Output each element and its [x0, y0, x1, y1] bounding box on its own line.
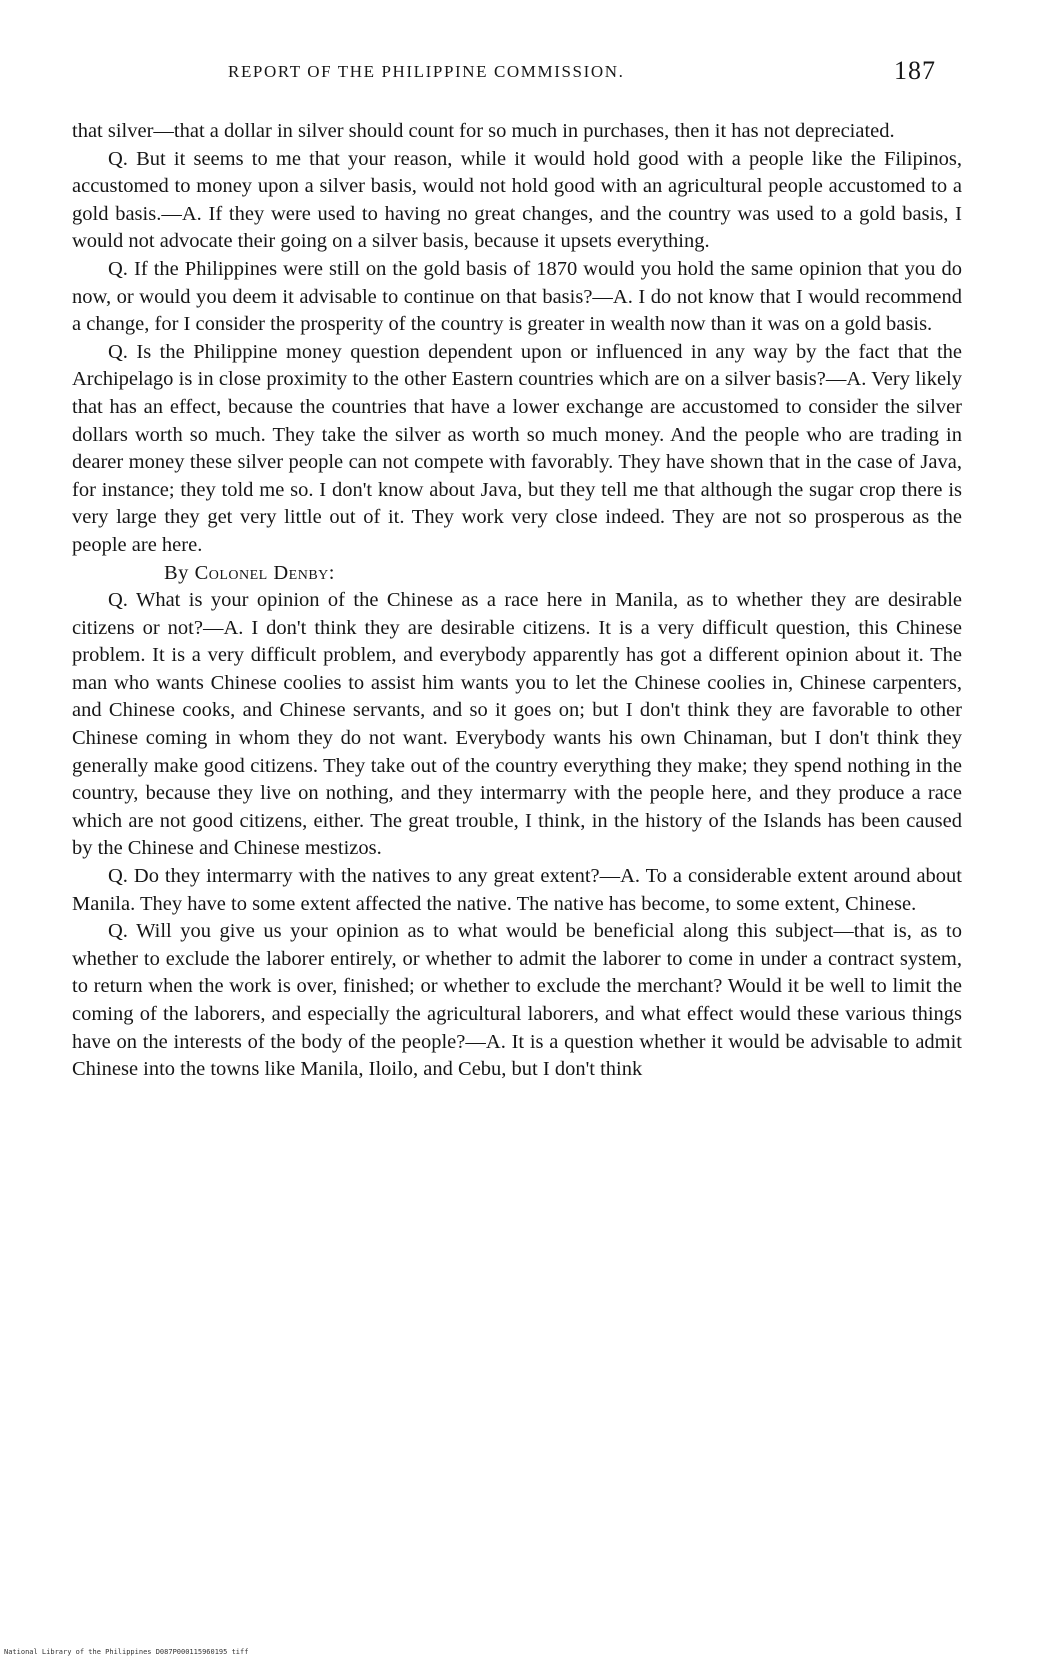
speaker-name: Colonel Denby: [194, 561, 335, 584]
paragraph-question-money: Q. Is the Philippine money question dependent upon or influenced in any way by the fact that the Archipelago is in close proximity to the other Eastern countries which are on a silver basis?—A. Very likely that has an effect, because the countries that have a lower exchange are accustomed to consider the silver dollars worth so much. They take the silver as worth so much money. And the people who are trading in dearer money these silver people can not compete with favorably. They have shown that in the case of Java, for instance; they told me so. I don't know about Java, but they tell me that although the sugar crop there is very large they get very little out of it. They work very close indeed. They are not so prosperous as the people are here. [72, 340, 962, 556]
speaker-prefix: By [164, 561, 195, 584]
paragraph-question-silver-basis: Q. But it seems to me that your reason, while it would hold good with a people like the Filipinos, accustomed to money upon a silver basis, would not hold good with an agricultural people accustomed to a gold basis.—A. If they were used to having no great changes, and the country was used to a gold basis, I would not advocate their going on a silver basis, because it upsets everything. [72, 147, 962, 253]
paragraph-question-gold-basis: Q. If the Philippines were still on the gold basis of 1870 would you hold the same opinion that you do now, or would you deem it advisable to continue on that basis?—A. I do not know that I would recommend a change, for I consider the prosperity of the country is greater in wealth now than it was on a gold basis. [72, 257, 962, 336]
speaker-heading [72, 560, 962, 588]
paragraph-continuation: that silver—that a dollar in silver should count for so much in purchases, then it has not depreciated. [72, 120, 895, 142]
paragraph-question-laborer: Q. Will you give us your opinion as to what would be beneficial along this subject—that is, as to whether to exclude the laborer entirely, or whether to admit the laborer to come in under a contract system, to return when the work is over, finished; or whether to exclude the merchant? Would it be well to limit the coming of the laborers, and especially the agricultural laborers, and what effect would these various things have on the interests of the body of the people?—A. It is a question whether it would be advisable to admit Chinese into the towns like Manila, Iloilo, and Cebu, but I don't think [72, 920, 962, 1081]
body-text [72, 118, 962, 1084]
paragraph-question-chinese: Q. What is your opinion of the Chinese as a race here in Manila, as to whether they are desirable citizens or not?—A. I don't think they are desirable citizens. It is a very difficult question, this Chinese problem. It is a very difficult problem, and everybody apparently has got a different opinion about it. The man who wants Chinese coolies to assist him wants you to let the Chinese coolies in, Chinese carpenters, and Chinese cooks, and Chinese servants, and so it goes on; but I don't think they are favorable to other Chinese coming in whom they do not want. Everybody wants his own Chinaman, but I don't think they generally make good citizens. They take out of the country everything they make; they spend nothing in the country, because they live on nothing, and they intermarry with the people here, and they produce a race which are not good citizens, either. The great trouble, I think, in the history of the Islands has been caused by the Chinese and Chinese mestizos. [72, 589, 962, 860]
paragraph-question-intermarry: Q. Do they intermarry with the natives to any great extent?—A. To a considerable extent around about Manila. They have to some extent affected the native. The native has become, to some extent, Chinese. [72, 865, 962, 915]
scan-credit: National Library of the Philippines D087P000115960195 tiff [4, 1648, 249, 1656]
page-number: 187 [894, 56, 936, 85]
running-title: REPORT OF THE PHILIPPINE COMMISSION. [228, 62, 625, 81]
